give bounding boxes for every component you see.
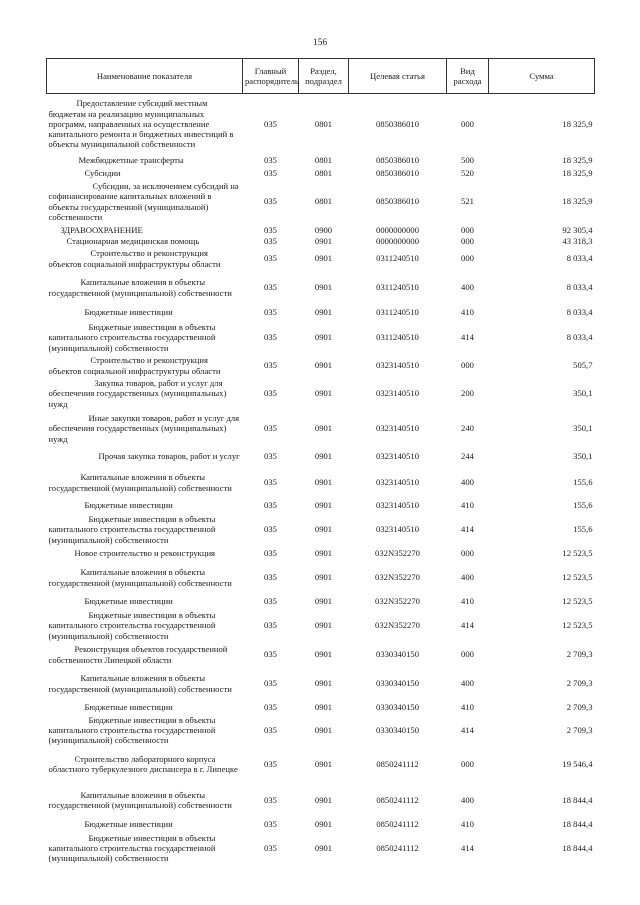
row-target: 0000000000 <box>376 235 419 246</box>
row-target: 0311240510 <box>376 282 419 293</box>
row-admin: 035 <box>264 620 277 631</box>
row-name: Строительство и реконструкция объектов социальной инфраструктуры области <box>48 355 221 376</box>
row-admin: 035 <box>264 524 277 535</box>
row-sum: 8 033,4 <box>566 307 593 318</box>
row-section: 0901 <box>314 423 333 434</box>
row-exp-type: 500 <box>461 155 474 166</box>
row-exp-type: 410 <box>461 500 474 511</box>
row-exp-type: 400 <box>461 282 474 293</box>
row-admin: 035 <box>264 224 277 235</box>
row-sum: 43 318,3 <box>562 235 593 246</box>
row-admin: 035 <box>264 118 277 129</box>
row-exp-type: 400 <box>461 572 474 583</box>
row-target: 0323140510 <box>376 388 419 399</box>
row-exp-type: 400 <box>461 678 474 689</box>
row-exp-type: 000 <box>461 235 474 246</box>
row-section: 0801 <box>314 155 333 166</box>
row-section: 0801 <box>314 196 333 207</box>
row-name: Предоставление субсидий местным бюджетам на реализацию муниципальных программ, направленных на осуществление капитального ремонта и бюджетных инвестиций в объекты муниципальной собственности <box>48 98 234 149</box>
row-section: 0901 <box>314 678 333 689</box>
row-target: 0323140510 <box>376 524 419 535</box>
row-admin: 035 <box>264 253 277 264</box>
row-section: 0901 <box>314 332 333 343</box>
row-sum: 2 709,3 <box>566 678 593 689</box>
row-admin: 035 <box>264 423 277 434</box>
row-sum: 18 325,9 <box>562 167 593 178</box>
row-name: Капитальные вложения в объекты государственной (муниципальной) собственности <box>48 567 232 588</box>
row-sum: 350,1 <box>573 388 593 399</box>
table-row <box>47 355 595 377</box>
row-section: 0900 <box>314 224 333 235</box>
row-section: 0901 <box>314 758 333 769</box>
row-exp-type: 000 <box>461 649 474 660</box>
row-target: 0850386010 <box>376 118 419 129</box>
row-name: Стационарная медицинская помощь <box>66 235 200 246</box>
row-name: Бюджетные инвестиции <box>84 307 173 318</box>
header-exp-type: Вид расхода <box>447 59 489 94</box>
row-admin: 035 <box>264 572 277 583</box>
table-row <box>47 447 595 467</box>
row-exp-type: 414 <box>461 524 474 535</box>
row-section: 0901 <box>314 360 333 371</box>
row-exp-type: 410 <box>461 818 474 829</box>
row-target: 0323140510 <box>376 423 419 434</box>
row-name: Строительство и реконструкция объектов социальной инфраструктуры области <box>48 248 221 269</box>
row-sum: 18 844,4 <box>562 818 593 829</box>
table-row <box>47 225 595 236</box>
row-sum: 12 523,5 <box>562 548 593 559</box>
row-target: 0850386010 <box>376 167 419 178</box>
row-exp-type: 000 <box>461 118 474 129</box>
row-sum: 92 305,4 <box>562 224 593 235</box>
row-exp-type: 000 <box>461 253 474 264</box>
row-target: 0311240510 <box>376 307 419 318</box>
row-sum: 155,6 <box>573 524 593 535</box>
row-target: 0850386010 <box>376 196 419 207</box>
table-row <box>47 547 595 561</box>
table-row <box>47 154 595 168</box>
row-section: 0901 <box>314 818 333 829</box>
row-admin: 035 <box>264 196 277 207</box>
row-sum: 12 523,5 <box>562 596 593 607</box>
table-row <box>47 499 595 513</box>
row-sum: 8 033,4 <box>566 282 593 293</box>
table-row <box>47 321 595 355</box>
row-section: 0901 <box>314 649 333 660</box>
row-section: 0901 <box>314 548 333 559</box>
row-admin: 035 <box>264 235 277 246</box>
row-section: 0801 <box>314 118 333 129</box>
row-name: Субсидии, за исключением субсидий на софинансирование капитальных вложений в объекты государственной (муниципальной) собственности <box>48 181 239 222</box>
table-row <box>47 271 595 305</box>
row-name: Прочая закупка товаров, работ и услуг <box>98 451 240 462</box>
row-target: 032N352270 <box>375 620 420 631</box>
row-section: 0901 <box>314 724 333 735</box>
row-sum: 2 709,3 <box>566 649 593 660</box>
row-name: Иные закупки товаров, работ и услуг для обеспечения государственных (муниципальных) нужд <box>48 413 240 444</box>
row-section: 0901 <box>314 282 333 293</box>
row-name: Бюджетные инвестиции <box>84 500 173 511</box>
row-sum: 350,1 <box>573 451 593 462</box>
row-target: 0311240510 <box>376 332 419 343</box>
table-row <box>47 831 595 865</box>
row-name: Капитальные вложения в объекты государственной (муниципальной) собственности <box>48 472 232 493</box>
row-sum: 155,6 <box>573 477 593 488</box>
row-exp-type: 400 <box>461 477 474 488</box>
row-exp-type: 000 <box>461 224 474 235</box>
row-name: Реконструкция объектов государственной собственности Липецкой области <box>48 644 228 665</box>
table-body <box>47 94 595 865</box>
row-exp-type: 200 <box>461 388 474 399</box>
row-sum: 18 844,4 <box>562 794 593 805</box>
table-row <box>47 168 595 179</box>
row-admin: 035 <box>264 307 277 318</box>
header-sum: Сумма <box>489 59 595 94</box>
table-row <box>47 609 595 643</box>
table-row <box>47 643 595 667</box>
table-row <box>47 236 595 247</box>
row-admin: 035 <box>264 724 277 735</box>
row-name: ЗДРАВООХРАНЕНИЕ <box>60 224 143 235</box>
row-exp-type: 410 <box>461 596 474 607</box>
row-admin: 035 <box>264 548 277 559</box>
row-name: Бюджетные инвестиции <box>84 702 173 713</box>
row-name: Капитальные вложения в объекты государственной (муниципальной) собственности <box>48 277 232 298</box>
row-target: 032N352270 <box>375 548 420 559</box>
row-name: Бюджетные инвестиции в объекты капитального строительства государственной (муниципальной) собственности <box>48 322 216 353</box>
row-admin: 035 <box>264 818 277 829</box>
row-name: Бюджетные инвестиции в объекты капитального строительства государственной (муниципальной) собственности <box>48 832 216 863</box>
row-section: 0901 <box>314 451 333 462</box>
table-row <box>47 377 595 411</box>
row-exp-type: 400 <box>461 794 474 805</box>
row-name: Капитальные вложения в объекты государственной (муниципальной) собственности <box>48 789 232 810</box>
row-sum: 8 033,4 <box>566 332 593 343</box>
row-target: 0323140510 <box>376 360 419 371</box>
row-target: 0311240510 <box>376 253 419 264</box>
row-name: Бюджетные инвестиции <box>84 596 173 607</box>
row-name: Строительство лабораторного корпуса областного туберкулезного диспансера в г. Липецке <box>48 753 238 774</box>
page-number: 156 <box>312 38 328 48</box>
table-row <box>47 305 595 321</box>
table-row <box>47 94 595 154</box>
table-row <box>47 817 595 831</box>
row-section: 0901 <box>314 524 333 535</box>
row-section: 0901 <box>314 500 333 511</box>
row-name: Новое строительство и реконструкция <box>74 548 215 559</box>
row-admin: 035 <box>264 758 277 769</box>
row-sum: 18 325,9 <box>562 155 593 166</box>
row-section: 0901 <box>314 388 333 399</box>
row-name: Бюджетные инвестиции в объекты капитального строительства государственной (муниципальной) собственности <box>48 714 216 745</box>
table-row <box>47 411 595 447</box>
row-name: Закупка товаров, работ и услуг для обеспечения государственных (муниципальных) нужд <box>48 378 227 409</box>
row-admin: 035 <box>264 649 277 660</box>
row-name: Межбюджетные трансферты <box>78 155 184 166</box>
row-sum: 8 033,4 <box>566 253 593 264</box>
row-target: 0330340150 <box>376 678 419 689</box>
row-section: 0901 <box>314 842 333 853</box>
row-target: 0323140510 <box>376 477 419 488</box>
row-name: Бюджетные инвестиции <box>84 818 173 829</box>
row-exp-type: 244 <box>461 451 474 462</box>
row-sum: 505,7 <box>573 360 593 371</box>
table-row <box>47 247 595 271</box>
row-section: 0901 <box>314 253 333 264</box>
row-admin: 035 <box>264 388 277 399</box>
row-target: 0850241112 <box>376 842 419 853</box>
row-admin: 035 <box>264 167 277 178</box>
row-admin: 035 <box>264 155 277 166</box>
table-header-row <box>47 59 595 94</box>
row-sum: 19 546,4 <box>562 758 593 769</box>
row-exp-type: 414 <box>461 620 474 631</box>
table-row <box>47 595 595 609</box>
row-admin: 035 <box>264 500 277 511</box>
row-sum: 2 709,3 <box>566 724 593 735</box>
row-admin: 035 <box>264 678 277 689</box>
row-target: 0000000000 <box>376 224 419 235</box>
table-row <box>47 745 595 783</box>
row-exp-type: 240 <box>461 423 474 434</box>
table-row <box>47 513 595 547</box>
table-row <box>47 561 595 595</box>
table-row <box>47 783 595 817</box>
row-target: 0850241112 <box>376 794 419 805</box>
row-target: 0850241112 <box>376 818 419 829</box>
row-sum: 18 325,9 <box>562 196 593 207</box>
row-name: Капитальные вложения в объекты государственной (муниципальной) собственности <box>48 673 232 694</box>
row-section: 0901 <box>314 572 333 583</box>
table-row <box>47 467 595 499</box>
row-sum: 12 523,5 <box>562 572 593 583</box>
row-sum: 18 325,9 <box>562 118 593 129</box>
table-row <box>47 701 595 715</box>
row-exp-type: 410 <box>461 307 474 318</box>
row-sum: 12 523,5 <box>562 620 593 631</box>
row-target: 0330340150 <box>376 649 419 660</box>
row-name: Субсидии <box>84 167 121 178</box>
row-name: Бюджетные инвестиции в объекты капитального строительства государственной (муниципальной) собственности <box>48 610 216 641</box>
row-section: 0901 <box>314 620 333 631</box>
row-section: 0901 <box>314 307 333 318</box>
row-section: 0901 <box>314 596 333 607</box>
row-section: 0901 <box>314 794 333 805</box>
row-admin: 035 <box>264 702 277 713</box>
row-section: 0801 <box>314 167 333 178</box>
row-target: 0323140510 <box>376 500 419 511</box>
row-section: 0901 <box>314 235 333 246</box>
row-name: Бюджетные инвестиции в объекты капитального строительства государственной (муниципальной) собственности <box>48 514 216 545</box>
row-admin: 035 <box>264 596 277 607</box>
table-row <box>47 179 595 225</box>
row-admin: 035 <box>264 794 277 805</box>
row-admin: 035 <box>264 360 277 371</box>
row-target: 032N352270 <box>375 572 420 583</box>
row-exp-type: 000 <box>461 360 474 371</box>
row-section: 0901 <box>314 702 333 713</box>
row-section: 0901 <box>314 477 333 488</box>
row-admin: 035 <box>264 282 277 293</box>
row-admin: 035 <box>264 477 277 488</box>
row-target: 0330340150 <box>376 724 419 735</box>
row-sum: 18 844,4 <box>562 842 593 853</box>
row-sum: 2 709,3 <box>566 702 593 713</box>
row-exp-type: 414 <box>461 332 474 343</box>
header-target: Целевая статья <box>349 59 447 94</box>
header-admin: Главный распорядитель <box>243 59 299 94</box>
row-sum: 350,1 <box>573 423 593 434</box>
row-admin: 035 <box>264 842 277 853</box>
row-target: 0850386010 <box>376 155 419 166</box>
row-admin: 035 <box>264 332 277 343</box>
row-target: 0323140510 <box>376 451 419 462</box>
row-target: 0850241112 <box>376 758 419 769</box>
table-row <box>47 667 595 701</box>
row-target: 0330340150 <box>376 702 419 713</box>
row-sum: 155,6 <box>573 500 593 511</box>
row-exp-type: 414 <box>461 842 474 853</box>
header-section: Раздел, подраздел <box>299 59 349 94</box>
row-exp-type: 410 <box>461 702 474 713</box>
row-admin: 035 <box>264 451 277 462</box>
table-row <box>47 715 595 745</box>
row-exp-type: 521 <box>461 196 474 207</box>
row-exp-type: 000 <box>461 548 474 559</box>
row-exp-type: 520 <box>461 167 474 178</box>
budget-table <box>46 58 595 865</box>
row-exp-type: 414 <box>461 724 474 735</box>
row-exp-type: 000 <box>461 758 474 769</box>
row-target: 032N352270 <box>375 596 420 607</box>
header-name: Наименование показателя <box>47 59 243 94</box>
